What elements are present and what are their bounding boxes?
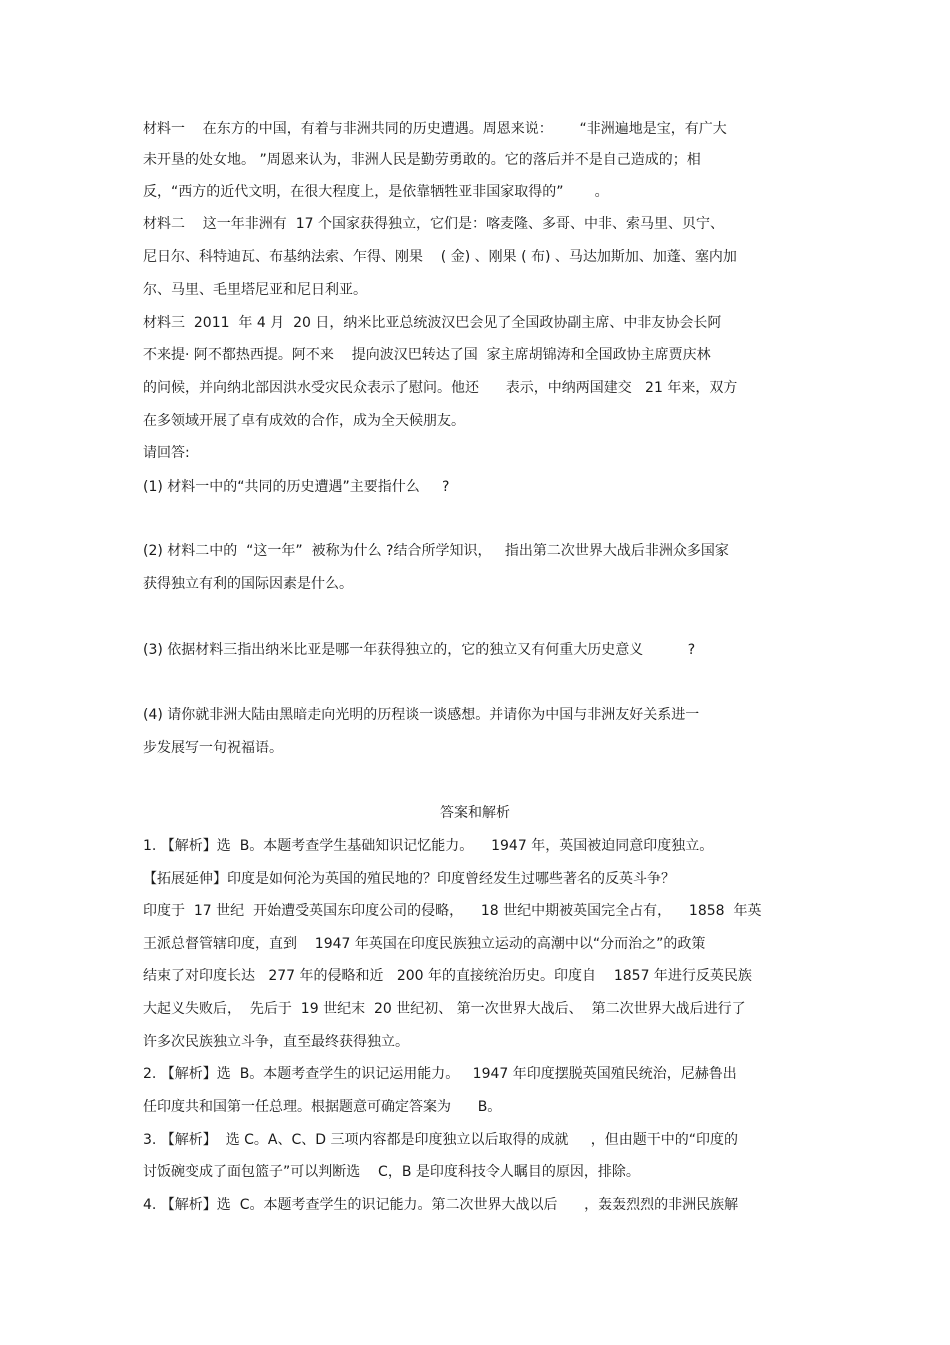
question-2-line-2: 获得独立有利的国际因素是什么。	[143, 576, 353, 592]
material-3-line-2: 不来提· 阿不都热西提。阿不来 提向波汉巴转达了国 家主席胡锦涛和全国政协主席贾庆林	[143, 347, 711, 363]
material-1-line-3: 反，“西方的近代文明，在很大程度上，是依靠牺牲亚非国家取得的” 。	[143, 184, 609, 200]
answer-4-line-1: 4. 【解析】选 C。本题考查学生的识记能力。第二次世界大战以后 ，轰轰烈烈的非洲民族解	[143, 1197, 739, 1213]
answer-3-line-1: 3. 【解析】 选 C。A、C、D 三项内容都是印度独立以后取得的成就 ，但由题干中的“印度的	[143, 1132, 739, 1148]
material-2-line-3: 尔、马里、毛里塔尼亚和尼日利亚。	[143, 282, 367, 298]
extension-line-2: 印度于 17 世纪 开始遭受英国东印度公司的侵略， 18 世纪中期被英国完全占有， 1858 年英	[143, 903, 762, 919]
extension-line-5: 大起义失败后， 先后于 19 世纪末 20 世纪初、 第一次世界大战后、 第二次世界大战后进行了	[143, 1001, 746, 1017]
material-1-line-1: 材料一 在东方的中国，有着与非洲共同的历史遭遇。周恩来说： “非洲遍地是宝，有广大	[143, 121, 727, 137]
question-4-line-1: (4) 请你就非洲大陆由黑暗走向光明的历程谈一谈感想。并请你为中国与非洲友好关系进一	[143, 707, 700, 723]
answer-2-line-2: 任印度共和国第一任总理。根据题意可确定答案为 B。	[143, 1099, 502, 1115]
material-2-line-2: 尼日尔、科特迪瓦、布基纳法索、乍得、刚果 ( 金) 、刚果 ( 布) 、马达加斯加、加蓬、塞内加	[143, 249, 737, 265]
extension-line-6: 许多次民族独立斗争，直至最终获得独立。	[143, 1034, 409, 1050]
extension-line-1: 【拓展延伸】印度是如何沦为英国的殖民地的？印度曾经发生过哪些著名的反英斗争？	[143, 871, 675, 887]
answer-2-line-1: 2. 【解析】选 B。本题考查学生的识记运用能力。 1947 年印度摆脱英国殖民统治，尼赫鲁出	[143, 1066, 737, 1082]
question-2-line-1: (2) 材料二中的 “这一年” 被称为什么 ?结合所学知识， 指出第二次世界大战后非洲众多国家	[143, 543, 729, 559]
question-1: (1) 材料一中的“共同的历史遭遇”主要指什么 ?	[143, 479, 450, 495]
question-4-line-2: 步发展写一句祝福语。	[143, 740, 283, 756]
answers-heading: 答案和解析	[440, 805, 510, 821]
answer-3-line-2: 讨饭碗变成了面包篮子”可以判断选 C，B 是印度科技令人瞩目的原因，排除。	[143, 1164, 640, 1180]
material-1-line-2: 未开垦的处女地。 ”周恩来认为，非洲人民是勤劳勇敢的。它的落后并不是自己造成的；相	[143, 152, 701, 168]
extension-line-4: 结束了对印度长达 277 年的侵略和近 200 年的直接统治历史。印度自 1857 年进行反英民族	[143, 968, 752, 984]
material-2-line-1: 材料二 这一年非洲有 17 个国家获得独立，它们是：喀麦隆、多哥、中非、索马里、贝宁、	[143, 216, 724, 232]
questions-prompt: 请回答:	[143, 445, 190, 461]
material-3-line-4: 在多领域开展了卓有成效的合作，成为全天候朋友。	[143, 413, 465, 429]
extension-line-3: 王派总督管辖印度，直到 1947 年英国在印度民族独立运动的高潮中以“分而治之”的政策	[143, 936, 706, 952]
answer-1: 1. 【解析】选 B。本题考查学生基础知识记忆能力。 1947 年，英国被迫同意印度独立。	[143, 838, 714, 854]
question-3: (3) 依据材料三指出纳米比亚是哪一年获得独立的，它的独立又有何重大历史意义 ?	[143, 642, 696, 658]
material-3-line-3: 的问候，并向纳北部因洪水受灾民众表示了慰问。他还 表示，中纳两国建交 21 年来，双方	[143, 380, 738, 396]
material-3-line-1: 材料三 2011 年 4 月 20 日，纳米比亚总统波汉巴会见了全国政协副主席、中非友协会长阿	[143, 315, 722, 331]
